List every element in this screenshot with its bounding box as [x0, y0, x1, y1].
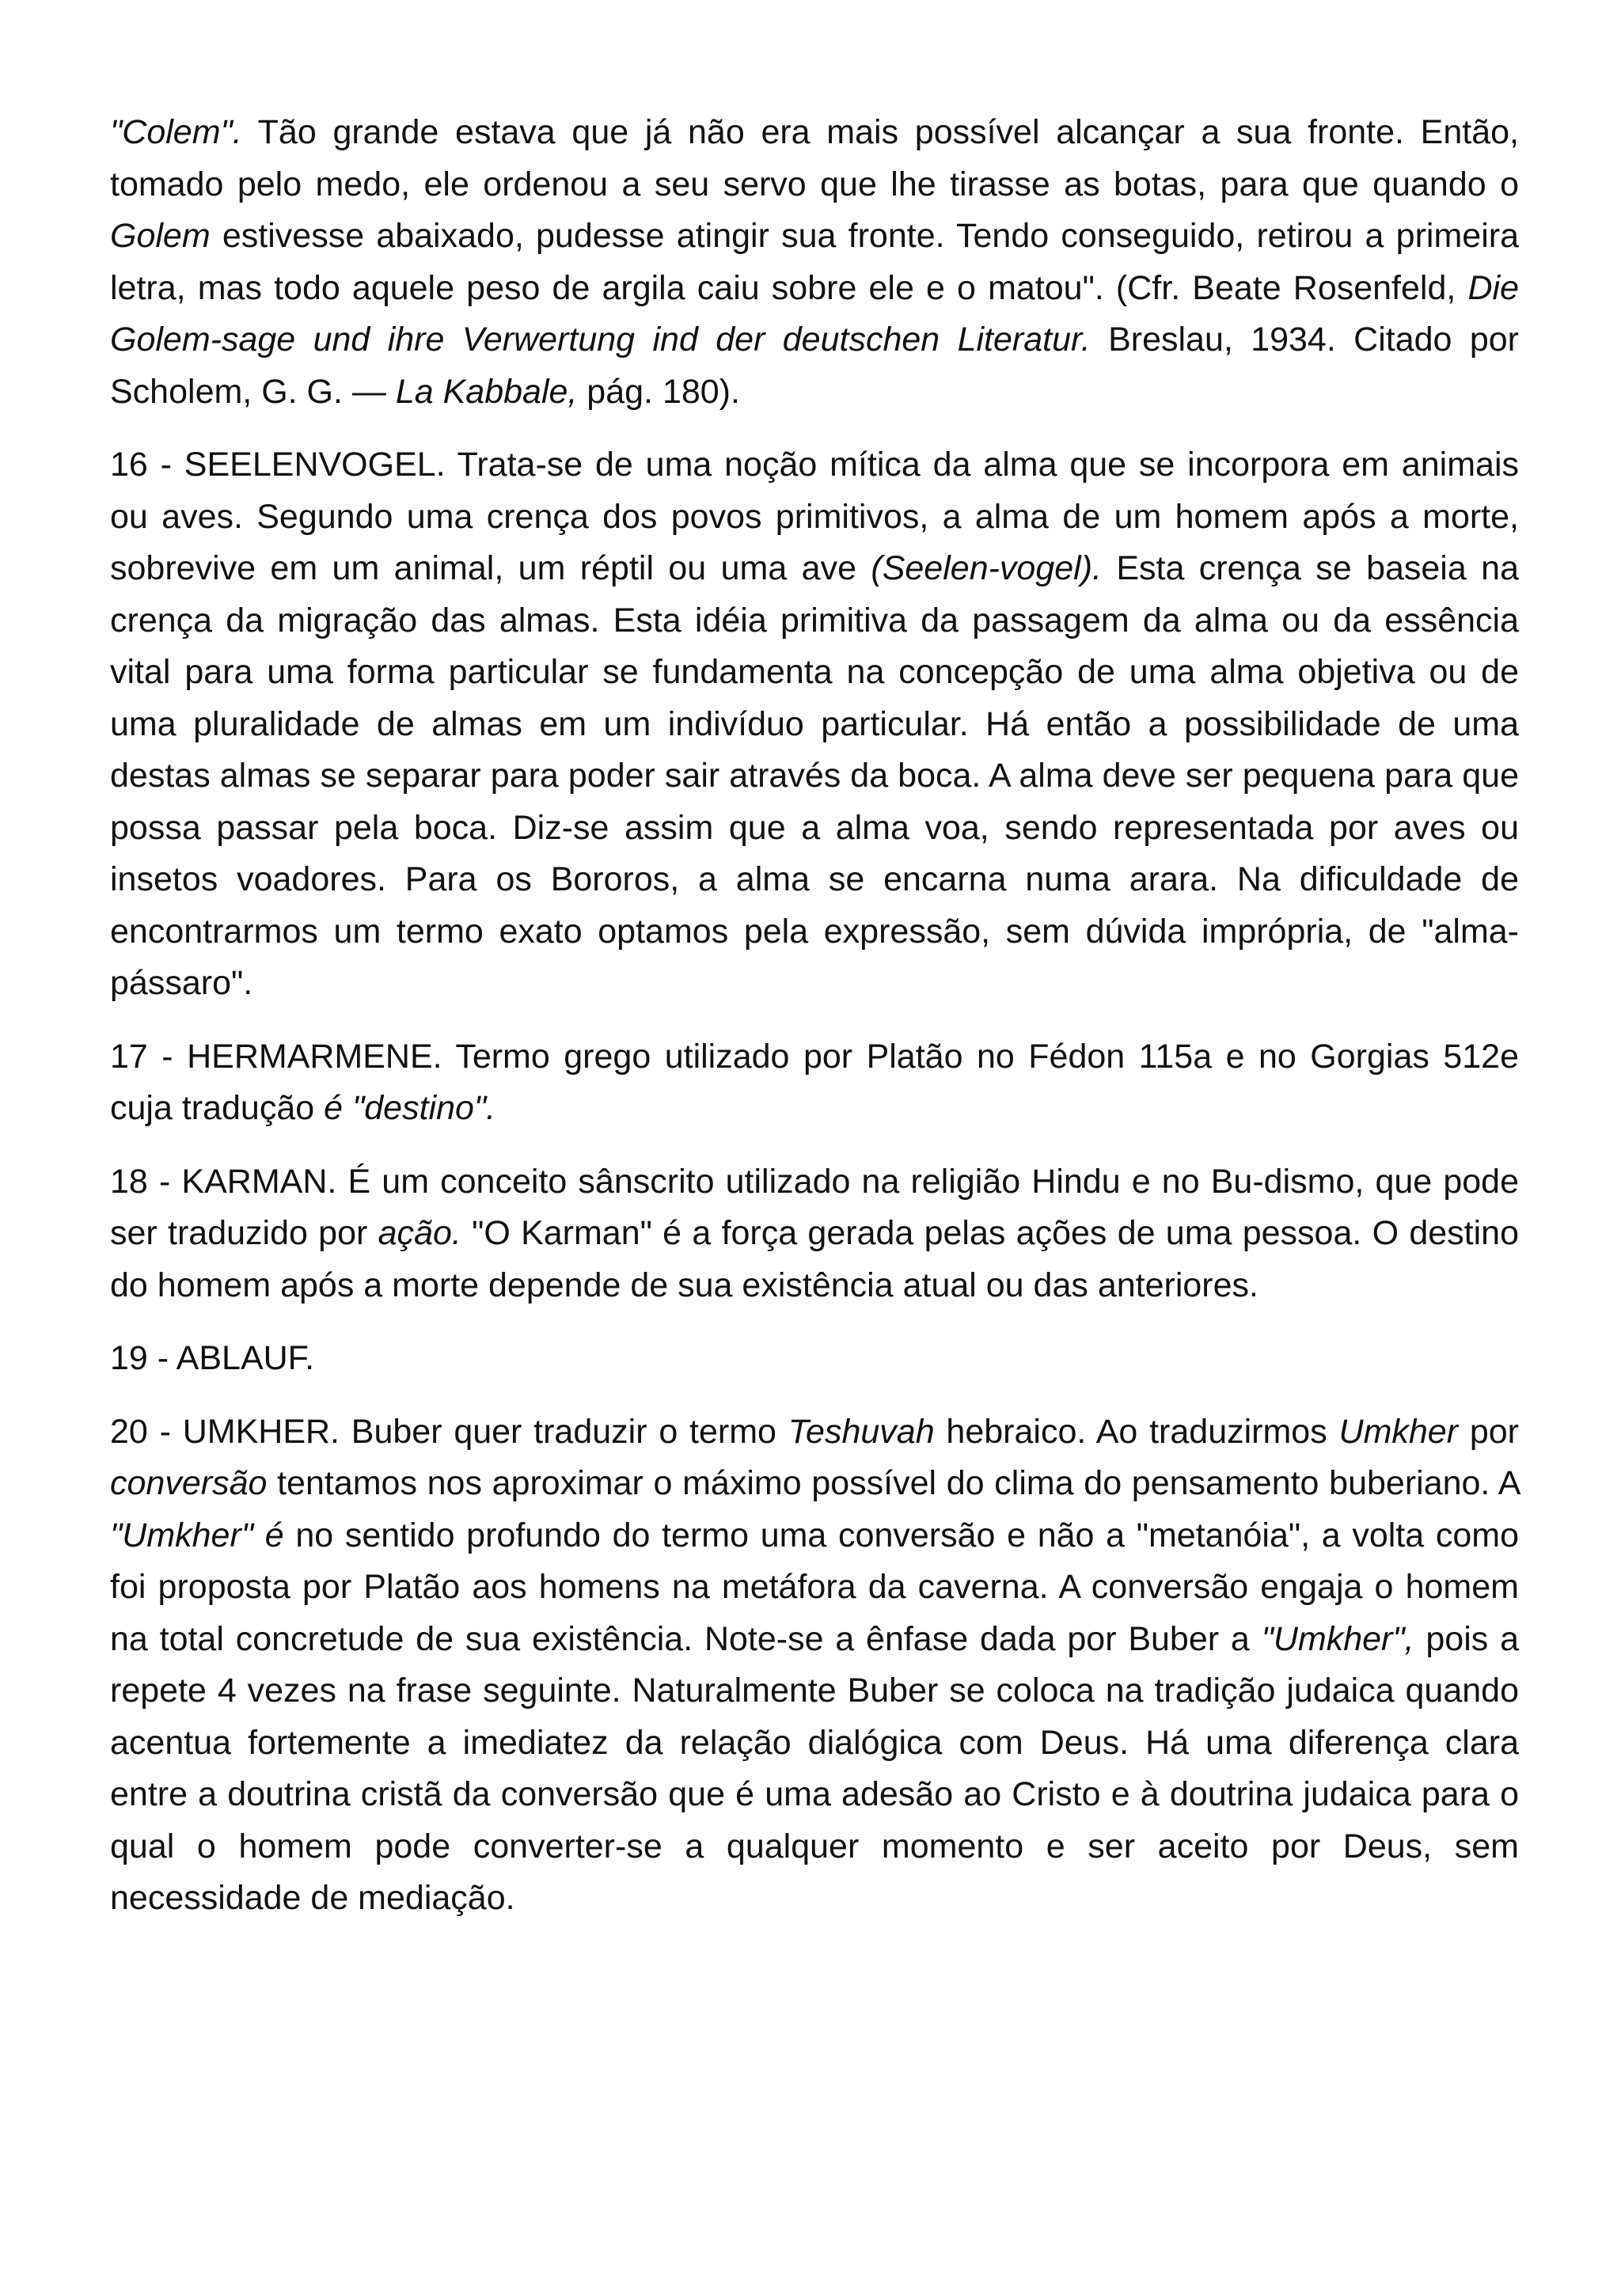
italic-text: é "destino". — [324, 1089, 496, 1127]
italic-text: Die Golem-sage und ihre Verwertung ind der deutschen Literatur. — [110, 268, 1519, 359]
text-run: 18 - KARMAN. É um conceito sânscrito utilizado na religião Hindu e no Bu-dismo, que pode ser traduzido por — [110, 1162, 1519, 1252]
text-run: estivesse abaixado, pudesse atingir sua fronte. Tendo conseguido, retirou a primeira letra, mas todo aquele peso de argila caiu sobre ele e o matou". (Cfr. Beate Rosenfeld, — [110, 217, 1519, 307]
paragraph-note-17 — [110, 1031, 1519, 1135]
italic-text: La Kabbale, — [395, 372, 578, 411]
paragraph-note-19 — [110, 1333, 1519, 1385]
text-run: 20 - UMKHER. Buber quer traduzir o termo — [110, 1412, 788, 1451]
text-run: "O Karman" é a força gerada pelas ações de uma pessoa. O destino do homem após a morte depende de sua existência atual ou das anteriores. — [110, 1214, 1519, 1304]
italic-text: Golem — [110, 217, 211, 255]
paragraph-note-20 — [110, 1406, 1519, 1925]
text-run: pág. 180). — [577, 372, 740, 411]
text-run: Breslau, 1934. Citado por Scholem, G. G. — — [110, 321, 1520, 411]
text-run: por — [1458, 1412, 1519, 1451]
paragraph-note-18 — [110, 1156, 1519, 1312]
italic-text: (Seelen-vogel). — [871, 549, 1102, 587]
paragraph-golem-continuation — [110, 107, 1519, 418]
text-run: 16 - SEELENVOGEL. Trata-se de uma noção mítica da alma que se incorpora em animais ou aves. Segundo uma crença dos povos primitivos, a alma de um homem após a morte, sobrevive em um animal, um réptil ou uma ave — [110, 446, 1519, 587]
italic-text: Teshuvah — [788, 1412, 935, 1451]
text-run: pois a repete 4 vezes na frase seguinte. Naturalmente Buber se coloca na tradição judaica quando acentua fortemente a imediatez da relação dialógica com Deus. Há uma diferença clara entre a doutrina cristã da conversão que é uma adesão ao Cristo e à doutrina judaica para o qual o homem pode converter-se a qualquer momento e ser aceito por Deus, sem necessidade de mediação. — [110, 1619, 1519, 1917]
italic-text: "Colem". — [110, 113, 242, 151]
text-run: Esta crença se baseia na crença da migração das almas. Esta idéia primitiva da passagem da alma ou da essência vital para uma forma particular se fundamenta na concepção de uma alma objetiva ou de uma pluralidade de almas em um indivíduo particular. Há então a possibilidade de uma destas almas se separar para poder sair através da boca. A alma deve ser pequena para que possa passar pela boca. Diz-se assim que a alma voa, sendo representada por aves ou insetos voadores. Para os Bororos, a alma se encarna numa arara. Na dificuldade de encontrarmos um termo exato optamos pela expressão, sem dúvida imprópria, de "alma-pássaro". — [110, 549, 1519, 1002]
text-run: Tão grande estava que já não era mais possível alcançar a sua fronte. Então, tomado pelo medo, ele ordenou a seu servo que lhe tirasse as botas, para que quando o — [110, 113, 1519, 203]
text-run: tentamos nos aproximar o máximo possível do clima do pensamento buberiano. A — [267, 1464, 1519, 1502]
italic-text: conversão — [110, 1464, 268, 1502]
italic-text: ação. — [378, 1214, 461, 1252]
italic-text: "Umkher", — [1261, 1619, 1414, 1658]
text-run: hebraico. Ao traduzirmos — [934, 1412, 1339, 1451]
text-run: 19 - ABLAUF. — [110, 1339, 315, 1377]
paragraph-note-16 — [110, 439, 1519, 1010]
text-run: no sentido profundo do termo uma conversão e não a "metanóia", a volta como foi proposta por Platão aos homens na metáfora da caverna. A conversão engaja o homem na total concretude de sua existência. Note-se a ênfase dada por Buber a — [110, 1516, 1519, 1658]
document-page — [110, 107, 1519, 1946]
text-run: 17 - HERMARMENE. Termo grego utilizado por Platão no Fédon 115a e no Gorgias 512e cuja tradução — [110, 1037, 1519, 1127]
italic-text: "Umkher" é — [110, 1516, 284, 1554]
italic-text: Umkher — [1338, 1412, 1459, 1451]
